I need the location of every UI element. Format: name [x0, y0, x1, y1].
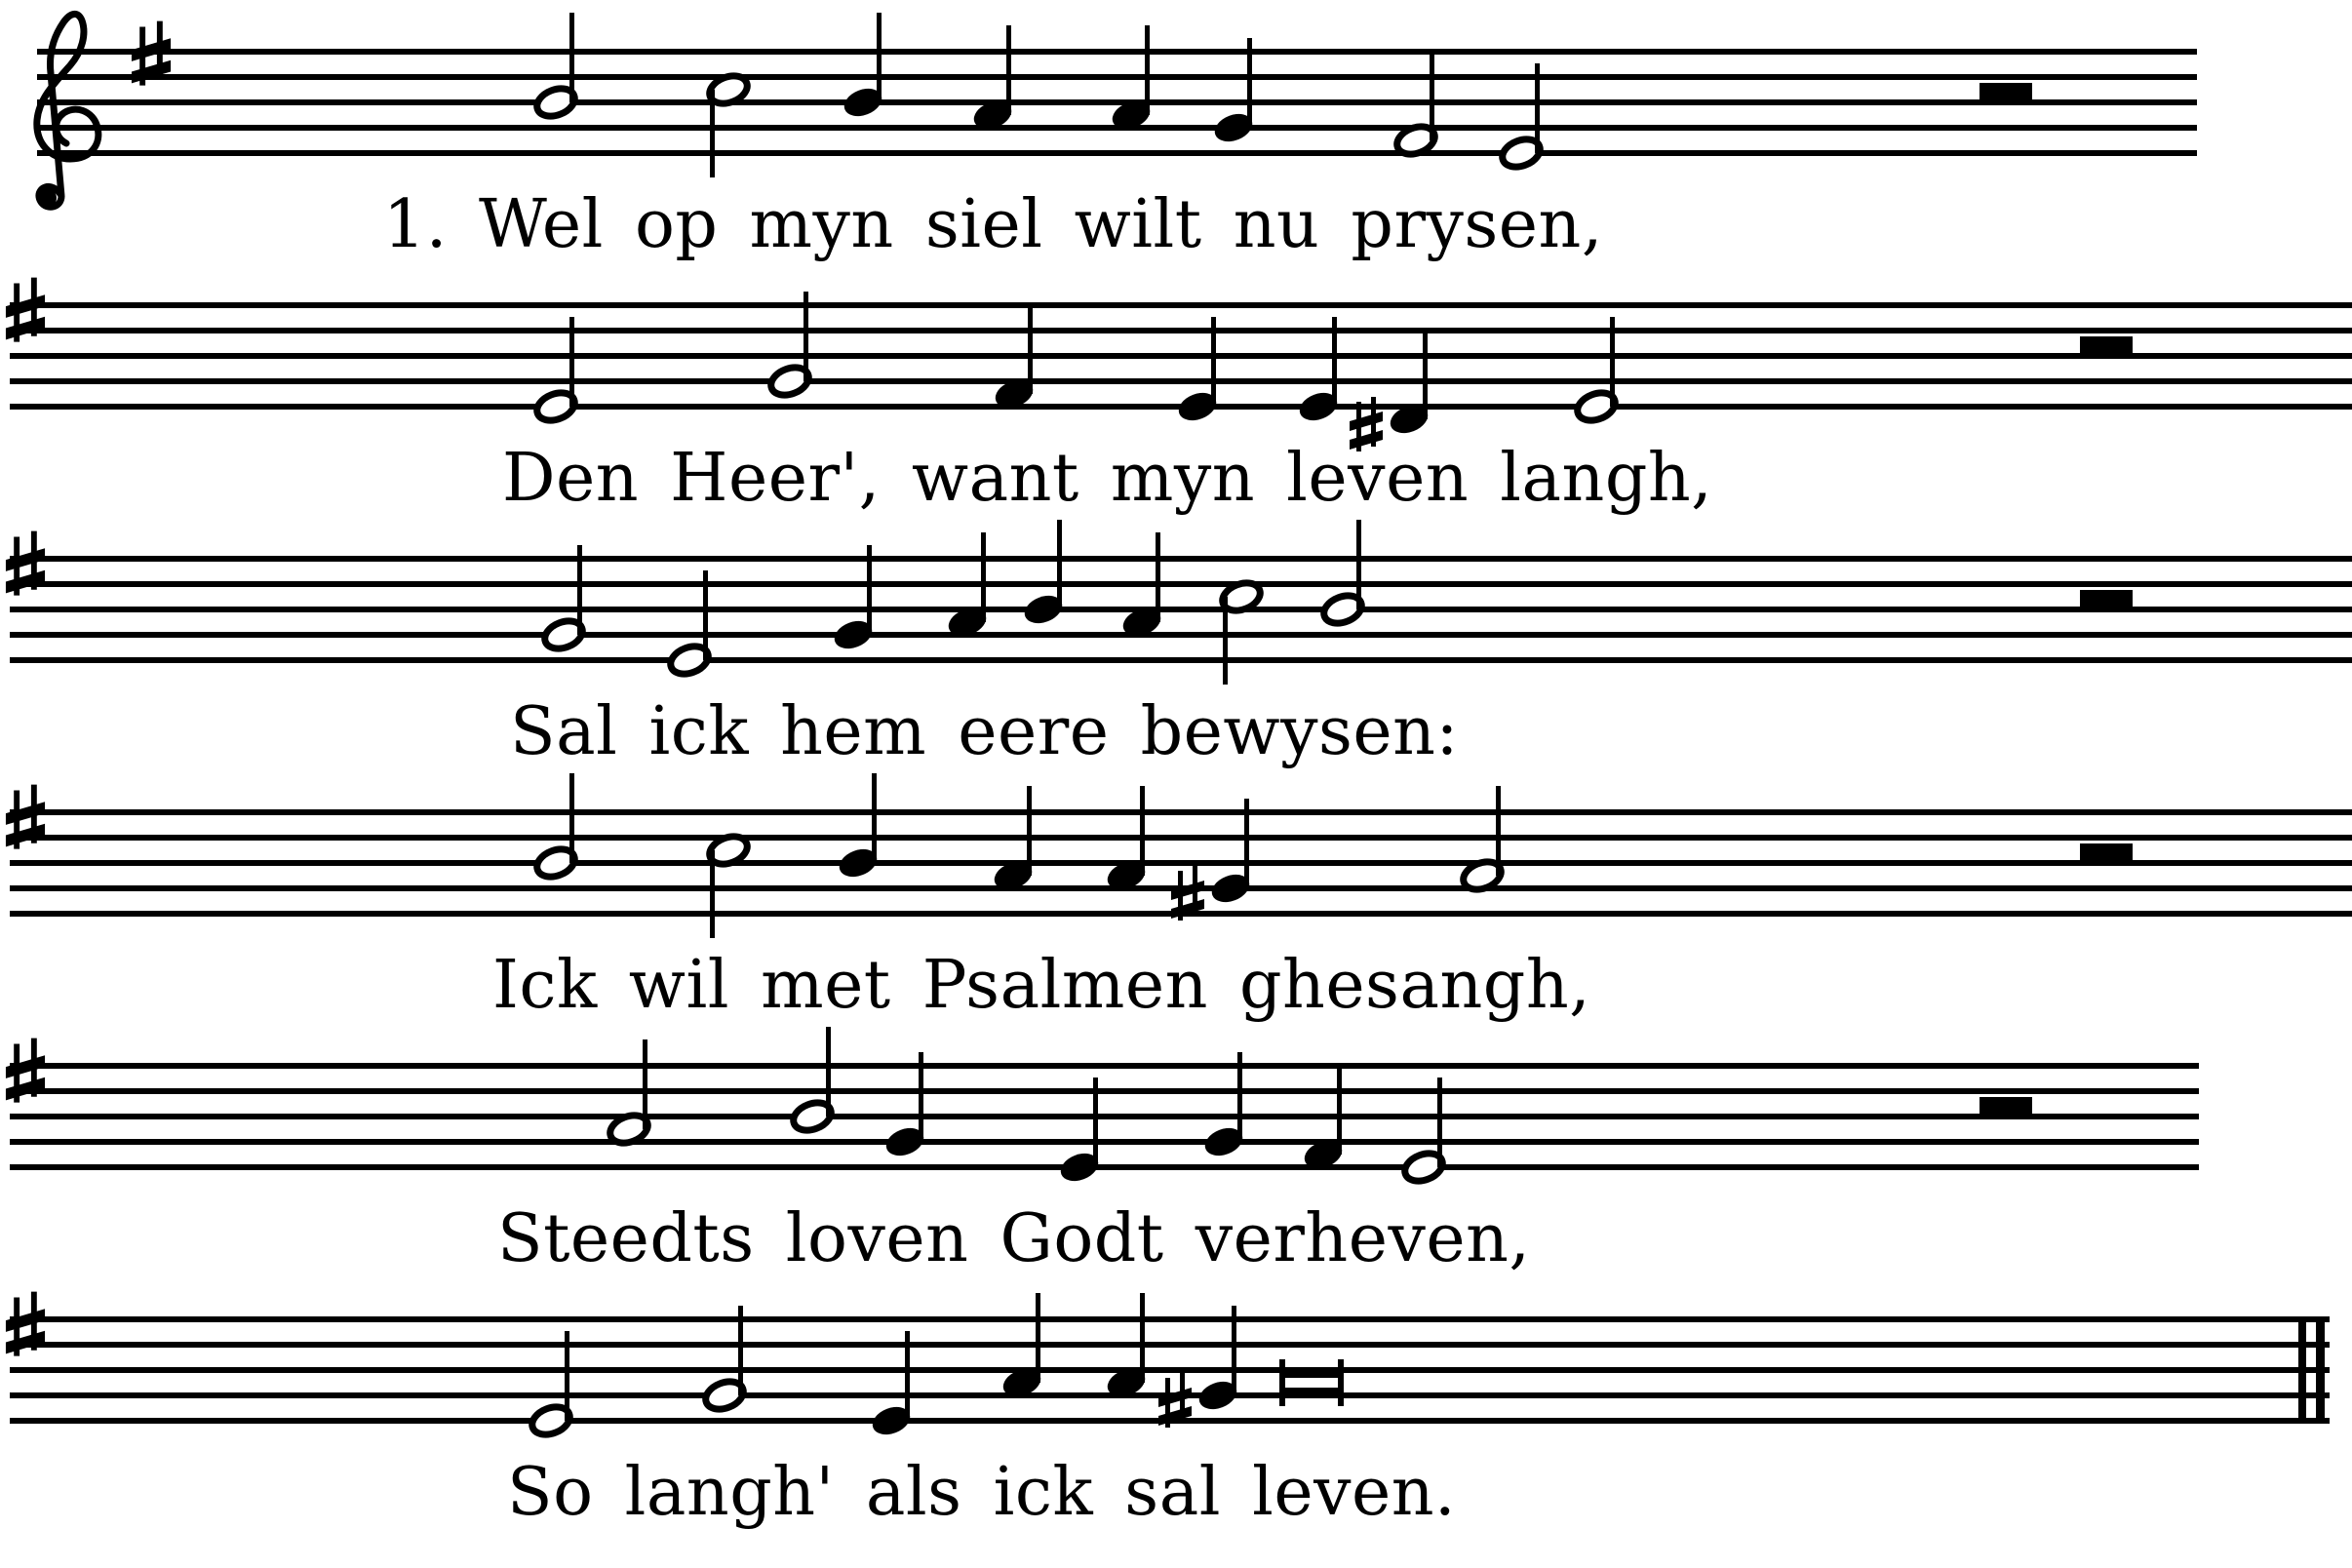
- note-stem: [569, 773, 574, 863]
- note-stem: [710, 90, 715, 177]
- staff-line: [10, 1316, 2330, 1322]
- sharp-stroke: [6, 1055, 45, 1078]
- sharp-stroke: [6, 824, 45, 847]
- staff-line: [10, 1139, 2199, 1145]
- sharp-stroke: [6, 317, 45, 340]
- note-stem: [1437, 1078, 1442, 1167]
- staff-line: [10, 328, 2352, 333]
- staff-line: [37, 49, 2197, 55]
- half-rest: [1980, 83, 2032, 102]
- note-stem: [1140, 786, 1145, 876]
- note-stem: [1232, 1306, 1236, 1395]
- sharp-stroke: [1171, 881, 1204, 900]
- note-stem: [1027, 786, 1032, 876]
- note-stem: [1247, 38, 1252, 128]
- lyric-line-3: Sal ick hem eere bewysen:: [510, 693, 1459, 770]
- note-stem: [577, 545, 582, 635]
- sharp-stroke: [6, 1309, 45, 1332]
- note-stem: [1610, 317, 1615, 407]
- staff-line: [10, 835, 2352, 841]
- staff-line: [10, 378, 2352, 384]
- sharp-stroke: [1350, 412, 1383, 431]
- lyric-line-2: Den Heer', want myn leven langh,: [502, 440, 1713, 517]
- sharp-stroke: [6, 1331, 45, 1354]
- note-stem: [703, 570, 708, 660]
- note-stem: [826, 1027, 831, 1117]
- staff-line: [10, 1063, 2199, 1069]
- note-stem: [804, 292, 808, 381]
- final-barline: [2298, 1316, 2306, 1424]
- note-stem: [1244, 799, 1249, 888]
- note-stem: [1140, 1293, 1145, 1383]
- treble-clef-icon: [37, 14, 98, 207]
- note-stem: [1356, 520, 1361, 609]
- half-rest: [2080, 336, 2133, 356]
- breve-bottom-bar: [1279, 1388, 1344, 1397]
- staff-line: [37, 74, 2197, 80]
- staff-line: [10, 1164, 2199, 1170]
- note-stem: [877, 13, 882, 102]
- note-stem: [569, 317, 574, 407]
- staff-line: [10, 1342, 2330, 1348]
- note-stem: [1496, 786, 1501, 876]
- final-barline: [2316, 1316, 2325, 1424]
- note-stem: [1223, 597, 1228, 685]
- note-stem: [710, 850, 715, 938]
- note-stem: [1332, 317, 1337, 407]
- half-rest: [1980, 1097, 2032, 1117]
- staff-line: [10, 302, 2352, 308]
- note-stem: [1028, 304, 1033, 394]
- staff-line: [10, 657, 2352, 663]
- half-rest: [2080, 843, 2133, 863]
- sharp-stroke: [6, 294, 45, 318]
- note-stem: [1211, 317, 1216, 407]
- sharp-stroke: [6, 570, 45, 594]
- note-stem: [905, 1331, 910, 1421]
- sharp-stroke: [6, 1078, 45, 1101]
- note-stem: [569, 13, 574, 102]
- note-stem: [1430, 51, 1434, 140]
- note-stem: [738, 1306, 743, 1395]
- note-stem: [1093, 1078, 1098, 1167]
- lyric-line-1: 1. Wel op myn siel wilt nu prysen,: [383, 186, 1603, 263]
- staff-line: [10, 860, 2352, 866]
- note-stem: [1337, 1065, 1342, 1155]
- staff-line: [10, 1114, 2199, 1119]
- note-stem: [1237, 1052, 1242, 1142]
- sharp-stroke: [132, 38, 171, 61]
- breve-top-bar: [1279, 1368, 1344, 1378]
- note-stem: [1156, 532, 1160, 622]
- sharp-stroke: [6, 802, 45, 825]
- staff-line: [10, 581, 2352, 587]
- note-stem: [1036, 1293, 1040, 1383]
- staff-line: [10, 1088, 2199, 1094]
- lyric-line-6: So langh' als ick sal leven.: [507, 1454, 1457, 1531]
- lyric-line-4: Ick wil met Psalmen ghesangh,: [492, 947, 1591, 1024]
- note-stem: [981, 532, 986, 622]
- note-stem: [1423, 330, 1428, 419]
- note-stem: [643, 1039, 647, 1129]
- note-stem: [919, 1052, 923, 1142]
- note-stem: [1006, 25, 1011, 115]
- note-stem: [867, 545, 872, 635]
- staff-line: [37, 99, 2197, 105]
- half-rest: [2080, 590, 2133, 609]
- lyric-line-5: Steedts loven Godt verheven,: [497, 1200, 1531, 1277]
- note-stem: [565, 1331, 569, 1421]
- treble-clef-ball: [37, 188, 57, 208]
- staff-line: [10, 556, 2352, 562]
- note-stem: [1145, 25, 1150, 115]
- note-stem: [872, 773, 877, 863]
- note-stem: [1057, 520, 1062, 609]
- staff-line: [10, 632, 2352, 638]
- staff-line: [10, 607, 2352, 612]
- staff-line: [10, 1367, 2330, 1373]
- treble-clef-path: [37, 14, 98, 207]
- staff-line: [37, 150, 2197, 156]
- note-stem: [1535, 63, 1540, 153]
- staff-line: [10, 353, 2352, 359]
- breve-left-stroke: [1279, 1359, 1285, 1406]
- sharp-stroke: [6, 548, 45, 571]
- sharp-stroke: [1158, 1388, 1192, 1407]
- staff-line: [10, 809, 2352, 815]
- breve-right-stroke: [1338, 1359, 1344, 1406]
